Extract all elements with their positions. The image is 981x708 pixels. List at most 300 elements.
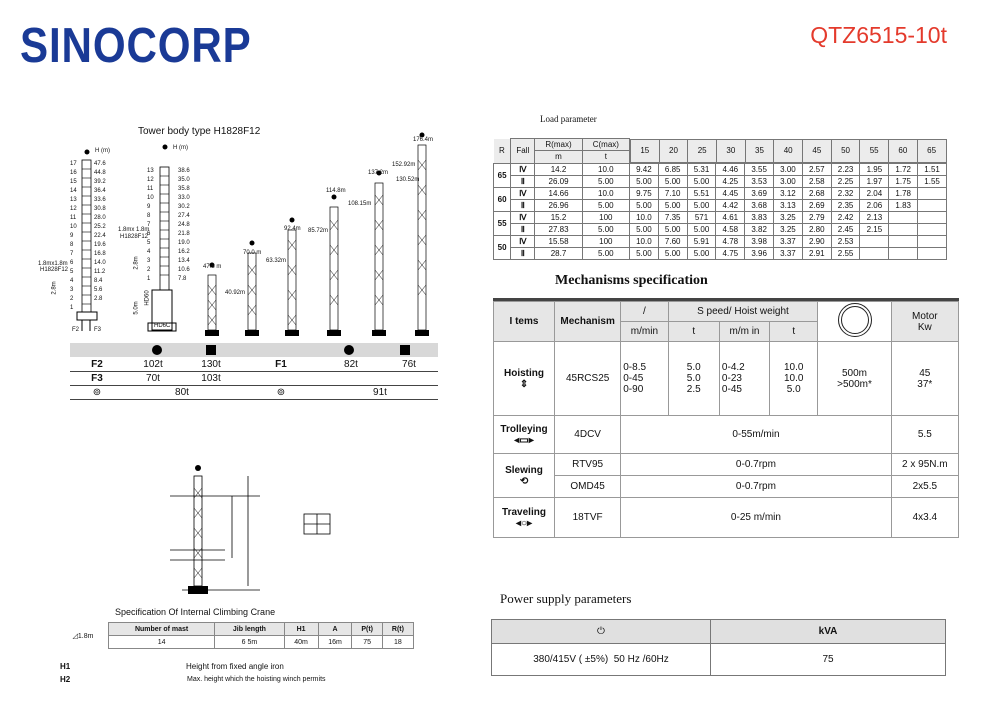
load-rmax: 26.96 — [535, 199, 582, 211]
slewing-mech-2: OMD45 — [555, 476, 621, 498]
load-col-7: 50 — [831, 139, 860, 162]
load-cmax: 5.00 — [582, 175, 629, 187]
mid-section-num-11: 2 — [147, 267, 151, 273]
left-section-num-1: 16 — [70, 170, 77, 176]
left-section-num-0: 17 — [70, 161, 77, 167]
mid-section-num-5: 8 — [147, 213, 151, 219]
weight-value-2: 91t — [322, 386, 438, 400]
hoisting-load-1: 5.0 5.0 2.5 — [668, 342, 719, 416]
left-mast-sections — [70, 160, 82, 313]
climbing-section: 1.8m — [77, 632, 94, 640]
load-value-65: 1.51 — [918, 163, 947, 175]
traveling-mech: 18TVF — [555, 498, 621, 538]
load-value-55: 1.97 — [860, 175, 889, 187]
h2-label: H2 — [60, 675, 71, 684]
traveling-speed: 0-25 m/min — [621, 498, 891, 538]
section-annotation-5: 2.8m — [51, 281, 58, 295]
mid-section-num-4: 9 — [147, 204, 151, 210]
load-cmax: 100 — [582, 211, 629, 223]
load-value-60: 1.78 — [889, 187, 918, 199]
trolley-icon: ◂▭▸ — [514, 434, 534, 446]
load-h-r: R — [498, 146, 505, 155]
load-value-55 — [860, 235, 889, 247]
load-value-35: 3.98 — [745, 235, 774, 247]
h1-label: H1 — [60, 662, 71, 671]
left-section-num-8: 9 — [70, 233, 74, 239]
section-annotation-6: 2.8m — [133, 256, 140, 270]
load-header-row — [494, 139, 947, 151]
climbing-h-a: A — [318, 623, 352, 636]
load-value-55: 1.95 — [860, 163, 889, 175]
load-cmax: 5.00 — [582, 199, 629, 211]
weight-icon-2: ⊚ — [240, 386, 322, 400]
load-value-50: 2.35 — [831, 199, 860, 211]
hoisting-label: Hoisting — [504, 367, 544, 379]
section-annotation-3: 1.8mx 1.8m — [118, 227, 150, 233]
load-value-55: 2.15 — [860, 223, 889, 235]
f1-value-1: 82t — [322, 358, 380, 372]
climbing-header-row — [58, 623, 414, 636]
load-fall: Ⅱ — [511, 247, 535, 259]
load-radius: 65 — [494, 163, 511, 187]
left-section-num-15: 2 — [70, 296, 74, 302]
weight-row — [70, 386, 438, 400]
load-value-15: 5.00 — [629, 199, 658, 211]
load-value-60: 1.83 — [889, 199, 918, 211]
foundation-table — [70, 358, 438, 400]
hoisting-speed-2: 0-4.2 0-23 0-45 — [719, 342, 769, 416]
climbing-value-row — [58, 636, 414, 649]
left-mast-heights — [94, 160, 120, 313]
mid-section-height-0: 38.6 — [178, 168, 190, 174]
hoisting-rope: 500m >500m* — [818, 342, 891, 416]
weight-icon: ⊚ — [70, 386, 124, 400]
left-section-height-14: 5.6 — [94, 287, 103, 293]
section-icon: ◿ — [72, 632, 78, 640]
load-row — [494, 199, 947, 211]
load-value-20: 6.85 — [658, 163, 687, 175]
load-value-50: 2.53 — [831, 235, 860, 247]
left-section-height-2: 39.2 — [94, 179, 106, 185]
left-section-num-10: 7 — [70, 251, 74, 257]
f3-row — [70, 372, 438, 386]
load-value-35: 3.83 — [745, 211, 774, 223]
climbing-v-p: 75 — [352, 636, 382, 649]
mid-section-num-2: 11 — [147, 186, 154, 192]
load-radius: 50 — [494, 235, 511, 259]
load-col-5: 40 — [774, 139, 803, 162]
climbing-table — [58, 622, 414, 649]
load-value-40: 3.37 — [774, 247, 803, 259]
load-fall: Ⅳ — [511, 163, 535, 175]
load-value-45: 2.58 — [802, 175, 831, 187]
foundation-icons — [70, 343, 438, 357]
load-rmax: 28.7 — [535, 247, 582, 259]
mid-section-num-6: 7 — [147, 222, 151, 228]
load-row — [494, 223, 947, 235]
mid-mast-sections — [147, 167, 159, 284]
load-value-40: 3.13 — [774, 199, 803, 211]
load-value-25: 5.31 — [687, 163, 716, 175]
load-value-50: 2.45 — [831, 223, 860, 235]
load-col-1: 20 — [659, 139, 688, 162]
load-value-45: 2.69 — [802, 199, 831, 211]
load-value-40: 3.25 — [774, 223, 803, 235]
section-annotation-1: 1.8mx1.8m — [38, 261, 68, 267]
load-value-65 — [918, 187, 947, 199]
load-rmax: 14.2 — [535, 163, 582, 175]
mech-h-motor-cell — [891, 302, 958, 342]
load-fall: Ⅳ — [511, 187, 535, 199]
mid-section-height-4: 30.2 — [178, 204, 190, 210]
load-rmax: 26.09 — [535, 175, 582, 187]
mid-section-height-10: 13.4 — [178, 258, 190, 264]
weight-value-1: 80t — [124, 386, 240, 400]
traveling-kw: 4x3.4 — [891, 498, 958, 538]
power-table — [491, 619, 946, 676]
mech-h-speed: S peed/ Hoist weight — [668, 302, 818, 322]
load-value-65 — [918, 235, 947, 247]
load-value-65 — [918, 247, 947, 259]
load-value-35: 3.96 — [745, 247, 774, 259]
load-rmax: 15.2 — [535, 211, 582, 223]
f2-value-1: 102t — [124, 358, 182, 372]
load-value-30: 4.61 — [716, 211, 745, 223]
load-h-cmax: C(max) — [582, 139, 629, 151]
mid-section-height-3: 33.0 — [178, 195, 190, 201]
left-section-num-14: 3 — [70, 287, 74, 293]
load-h-fall: Fall — [511, 139, 535, 164]
load-title: Load parameter — [540, 114, 597, 124]
load-value-15: 9.42 — [629, 163, 658, 175]
tower-height-4: 114.8m — [326, 188, 346, 194]
left-section-height-5: 30.8 — [94, 206, 106, 212]
f2-label: F2 — [72, 327, 80, 333]
mid-section-height-1: 35.0 — [178, 177, 190, 183]
f3-value-2: 103t — [182, 372, 240, 386]
load-value-40: 3.25 — [774, 211, 803, 223]
slewing-mech-1: RTV95 — [555, 454, 621, 476]
climbing-v-a: 16m — [318, 636, 352, 649]
left-section-num-11: 6 — [70, 260, 74, 266]
round-base-icon — [152, 345, 162, 355]
load-value-35: 3.68 — [745, 199, 774, 211]
load-col-6: 45 — [803, 139, 832, 162]
power-voltage-cell — [492, 644, 711, 676]
load-value-20: 7.60 — [658, 235, 687, 247]
climbing-h-r: R(t) — [382, 623, 413, 636]
load-value-20: 5.00 — [658, 223, 687, 235]
load-value-35: 3.53 — [745, 175, 774, 187]
left-section-num-13: 4 — [70, 278, 74, 284]
hoisting-load-2: 10.0 10.0 5.0 — [770, 342, 818, 416]
climbing-crane-drawing — [170, 458, 370, 606]
h2-description: Max. height which the hoisting winch permits — [187, 676, 326, 683]
mid-section-height-11: 10.6 — [178, 267, 190, 273]
mid-mark-6: 152.92m — [392, 162, 416, 168]
load-value-60: 1.75 — [889, 175, 918, 187]
mech-h-items: I tems — [494, 302, 555, 342]
h-label-left: H (m) — [95, 148, 110, 154]
left-section-num-2: 15 — [70, 179, 77, 185]
load-value-55: 2.04 — [860, 187, 889, 199]
load-rmax: 15.58 — [535, 235, 582, 247]
load-rmax: 27.83 — [535, 223, 582, 235]
load-value-40: 3.37 — [774, 235, 803, 247]
load-body — [494, 163, 947, 259]
left-section-height-0: 47.6 — [94, 161, 106, 167]
left-section-height-7: 25.2 — [94, 224, 106, 230]
slewing-speed-2: 0-0.7rpm — [621, 476, 891, 498]
traveling-row — [494, 498, 959, 538]
load-value-25: 5.00 — [687, 223, 716, 235]
load-h-rmax-unit: m — [535, 151, 582, 163]
tower-height-2: 70.0 m — [243, 250, 262, 256]
load-value-55: 2.13 — [860, 211, 889, 223]
mech-h-t1: t — [668, 322, 719, 342]
slewing-kw-2: 2x5.5 — [891, 476, 958, 498]
mid-section-height-7: 21.8 — [178, 231, 190, 237]
left-section-height-6: 28.0 — [94, 215, 106, 221]
traveling-label: Traveling — [502, 506, 546, 518]
left-section-num-3: 14 — [70, 188, 77, 194]
hoisting-mech: 45RCS25 — [555, 342, 621, 416]
slewing-label-cell — [494, 454, 555, 498]
load-row — [494, 235, 947, 247]
section-annotation-7: 5.0m — [133, 301, 140, 315]
load-value-20: 5.00 — [658, 199, 687, 211]
load-value-25: 5.51 — [687, 187, 716, 199]
load-h-cmax-unit: t — [582, 151, 629, 163]
climbing-h-p: P(t) — [352, 623, 382, 636]
mid-mast-heights — [178, 167, 204, 284]
load-radius: 60 — [494, 187, 511, 211]
load-value-15: 5.00 — [629, 175, 658, 187]
power-h-kva: kVA — [711, 620, 946, 644]
trolleying-mech: 4DCV — [555, 416, 621, 454]
mid-section-height-6: 24.8 — [178, 222, 190, 228]
hoisting-row — [494, 342, 959, 416]
climbing-h-num: Number of mast — [109, 623, 215, 636]
load-value-55: 2.06 — [860, 199, 889, 211]
mid-section-num-10: 3 — [147, 258, 151, 264]
power-kva: 75 — [711, 644, 946, 676]
load-value-60: 1.72 — [889, 163, 918, 175]
mid-mark-1: 40.92m — [225, 290, 246, 296]
load-value-20: 7.10 — [658, 187, 687, 199]
left-section-height-13: 8.4 — [94, 278, 103, 284]
slewing-row-1 — [494, 454, 959, 476]
left-section-height-9: 19.6 — [94, 242, 106, 248]
load-value-25: 5.00 — [687, 175, 716, 187]
load-value-15: 5.00 — [629, 223, 658, 235]
load-fall: Ⅳ — [511, 235, 535, 247]
left-section-height-12: 11.2 — [94, 269, 106, 275]
travel-icon: ◂○▸ — [515, 517, 533, 529]
left-section-num-9: 8 — [70, 242, 74, 248]
load-value-30: 4.42 — [716, 199, 745, 211]
load-value-65 — [918, 199, 947, 211]
climbing-title: Specification Of Internal Climbing Crane — [115, 607, 276, 617]
load-value-50: 2.32 — [831, 187, 860, 199]
load-value-55 — [860, 247, 889, 259]
traveling-label-cell — [494, 498, 555, 538]
f2-row — [70, 358, 438, 372]
tower-height-5: 137.2m — [368, 170, 389, 176]
load-value-15: 5.00 — [629, 247, 658, 259]
power-header-row — [492, 620, 946, 644]
mech-title: Mechanisms specification — [555, 273, 708, 288]
climbing-v-h1: 40m — [284, 636, 318, 649]
power-value-row — [492, 644, 946, 676]
slew-icon: ⟲ — [519, 475, 529, 487]
tower-height-6: 176.4m — [413, 137, 434, 143]
load-value-25: 571 — [687, 211, 716, 223]
f1-value-2: 76t — [380, 358, 438, 372]
f2-row-label: F2 — [70, 358, 124, 372]
trolleying-speed: 0-55m/min — [621, 416, 891, 454]
load-value-25: 5.00 — [687, 199, 716, 211]
mid-section-num-9: 4 — [147, 249, 151, 255]
load-value-50: 2.42 — [831, 211, 860, 223]
load-value-20: 5.00 — [658, 247, 687, 259]
climbing-v-num: 14 — [109, 636, 215, 649]
load-col-8: 55 — [860, 139, 889, 162]
load-cmax: 5.00 — [582, 247, 629, 259]
hoisting-label-cell — [494, 342, 555, 416]
load-value-50: 2.25 — [831, 175, 860, 187]
mid-section-height-2: 35.8 — [178, 186, 190, 192]
left-section-num-5: 12 — [70, 206, 77, 212]
load-radius: 55 — [494, 211, 511, 235]
load-value-35: 3.55 — [745, 163, 774, 175]
left-section-height-16 — [94, 304, 120, 313]
load-col-10: 65 — [917, 139, 946, 162]
load-col-9: 60 — [889, 139, 918, 162]
left-section-num-7: 10 — [70, 224, 77, 230]
slewing-row-2 — [494, 476, 959, 498]
left-section-num-16: 1 — [70, 305, 74, 311]
tower-diagram — [30, 125, 470, 340]
load-value-45: 2.79 — [802, 211, 831, 223]
mid-section-num-1: 12 — [147, 177, 154, 183]
load-value-30: 4.25 — [716, 175, 745, 187]
load-value-20: 5.00 — [658, 175, 687, 187]
section-annotation-4: H1828F12 — [120, 234, 149, 240]
load-value-15: 10.0 — [629, 211, 658, 223]
left-section-height-4: 33.6 — [94, 197, 106, 203]
section-annotation-9: HD6C — [154, 323, 171, 329]
load-value-45: 2.68 — [802, 187, 831, 199]
mid-mark-5: 130.52m — [396, 177, 420, 183]
load-row — [494, 247, 947, 259]
mech-h-t2: t — [770, 322, 818, 342]
mech-table — [493, 301, 959, 538]
mech-h-mmin1: m/min — [621, 322, 668, 342]
load-cmax: 100 — [582, 235, 629, 247]
load-value-60 — [889, 247, 918, 259]
h1-description: Height from fixed angle iron — [186, 662, 284, 671]
load-value-50: 2.23 — [831, 163, 860, 175]
slewing-kw-1: 2 x 95N.m — [891, 454, 958, 476]
load-value-30: 4.45 — [716, 187, 745, 199]
load-value-40: 3.00 — [774, 163, 803, 175]
load-fall: Ⅳ — [511, 211, 535, 223]
f3-value-1: 70t — [124, 372, 182, 386]
hoist-icon: ⇕ — [519, 378, 529, 390]
load-value-45: 2.57 — [802, 163, 831, 175]
load-row — [494, 187, 947, 199]
f3-row-label: F3 — [70, 372, 124, 386]
left-section-height-11: 14.0 — [94, 260, 106, 266]
hoisting-speed-1: 0-8.5 0-45 0-90 — [621, 342, 668, 416]
power-title: Power supply parameters — [500, 591, 632, 606]
load-cmax: 10.0 — [582, 163, 629, 175]
climbing-v-r: 18 — [382, 636, 413, 649]
f1-label: F1 — [240, 358, 322, 372]
load-cmax: 5.00 — [582, 223, 629, 235]
load-col-headers — [629, 139, 946, 164]
square-base-icon-2 — [400, 345, 410, 355]
mid-mark-4: 108.15m — [348, 201, 372, 207]
mid-section-num-8: 5 — [147, 240, 151, 246]
mid-section-num-0: 13 — [147, 168, 154, 174]
mid-mark-3: 85.72m — [308, 228, 329, 234]
load-h-rmax: R(max) — [535, 139, 582, 151]
trolleying-row — [494, 416, 959, 454]
mid-section-height-8: 19.0 — [178, 240, 190, 246]
load-value-30: 4.58 — [716, 223, 745, 235]
load-value-45: 2.90 — [802, 235, 831, 247]
load-value-15: 9.75 — [629, 187, 658, 199]
company-logo: SINOCORP — [20, 19, 252, 73]
load-cmax: 10.0 — [582, 187, 629, 199]
load-value-35: 3.82 — [745, 223, 774, 235]
model-number: QTZ6515-10t — [810, 22, 947, 48]
tower-height-1: 47.6 m — [203, 264, 222, 270]
rope-drum-icon — [818, 302, 891, 342]
load-fall: Ⅱ — [511, 175, 535, 187]
section-annotation-2: H1828F12 — [40, 267, 69, 273]
left-section-num-4: 13 — [70, 197, 77, 203]
mech-h-mmin2: m/m in — [719, 322, 769, 342]
load-value-30: 4.75 — [716, 247, 745, 259]
mid-section-num-3: 10 — [147, 195, 154, 201]
trolleying-label-cell — [494, 416, 555, 454]
load-row — [494, 163, 947, 175]
h-label-mid: H (m) — [173, 145, 188, 151]
load-value-15: 10.0 — [629, 235, 658, 247]
load-value-20: 7.35 — [658, 211, 687, 223]
mid-mark-2: 63.32m — [266, 258, 287, 264]
mech-header-row — [494, 302, 959, 322]
left-section-num-6: 11 — [70, 215, 77, 221]
mech-h-slash: / — [621, 302, 668, 322]
mid-section-height-12: 7.8 — [178, 276, 187, 282]
left-section-height-15: 2.8 — [94, 296, 103, 302]
plug-icon: ⏻ — [492, 620, 711, 644]
f2-value-2: 130t — [182, 358, 240, 372]
climbing-v-jib: 6 5m — [215, 636, 284, 649]
load-value-65 — [918, 211, 947, 223]
section-annotation-8: HD60 — [144, 290, 151, 306]
power-voltage: 380/415V ( ±5%) — [533, 654, 609, 665]
load-value-30: 4.46 — [716, 163, 745, 175]
round-base-icon-2 — [344, 345, 354, 355]
mid-section-num-7: 6 — [147, 231, 151, 237]
load-row — [494, 211, 947, 223]
load-fall: Ⅱ — [511, 199, 535, 211]
